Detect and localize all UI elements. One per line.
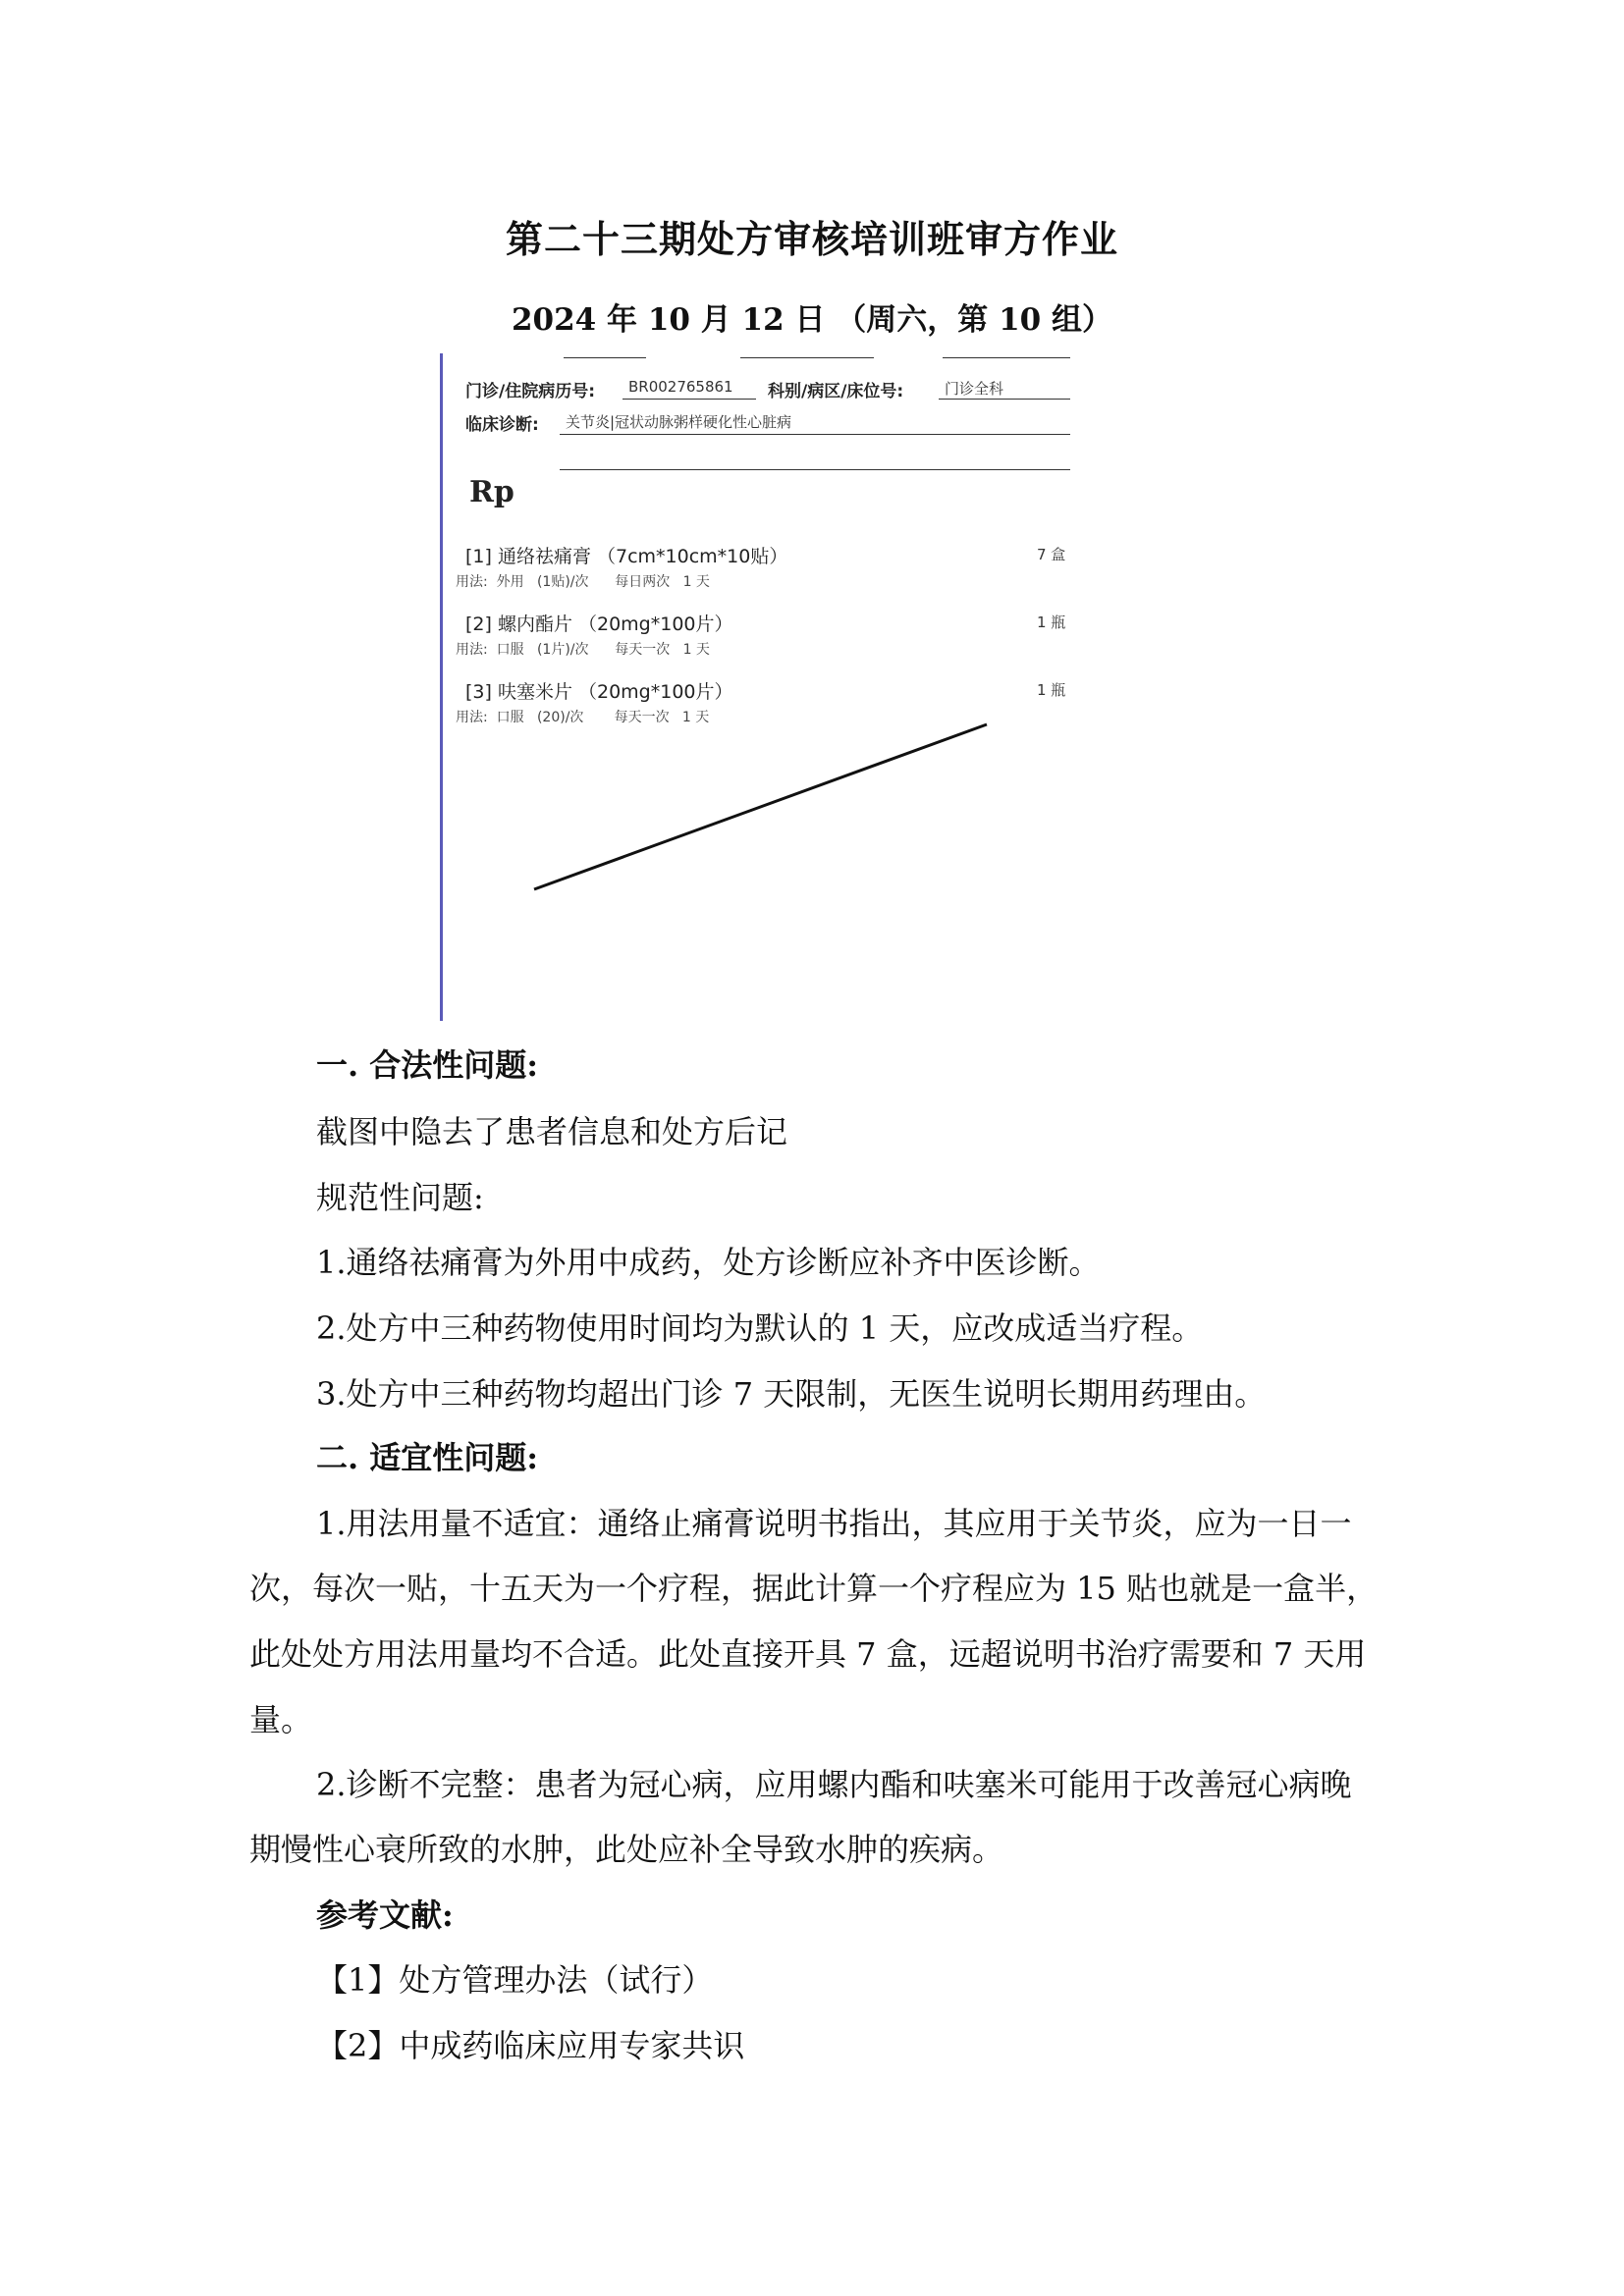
suitability-heading: 二. 适宜性问题: — [316, 1439, 539, 1476]
normative-item-2: 2.处方中三种药物使用时间均为默认的 1 天，应改成适当疗程。 — [316, 1309, 1204, 1347]
drug-item-2-name: [2] 螺内酯片 （20mg*100片） — [465, 614, 733, 635]
drug-item-3-usage: 用法: 口服 (20)/次 每天一次 1 天 — [456, 710, 710, 725]
suitability-item-1-line: 1.用法用量不适宜：通络止痛膏说明书指出，其应用于关节炎，应为一日一 — [316, 1505, 1352, 1542]
department-label: 科别/病区/床位号: — [768, 382, 904, 401]
prescription-image — [436, 353, 1084, 1021]
drug-item-3-name: [3] 呋塞米片 （20mg*100片） — [465, 681, 733, 703]
record-number-value: BR002765861 — [628, 378, 733, 396]
normative-item-3: 3.处方中三种药物均超出门诊 7 天限制，无医生说明长期用药理由。 — [316, 1375, 1267, 1413]
rp-symbol: Rp — [469, 475, 514, 509]
drug-item-1-name: [1] 通络祛痛膏 （7cm*10cm*10贴） — [465, 546, 788, 567]
drug-item-2-usage: 用法: 口服 (1片)/次 每天一次 1 天 — [456, 642, 710, 658]
suitability-item-2-line: 2.诊断不完整：患者为冠心病，应用螺内酯和呋塞米可能用于改善冠心病晚 — [316, 1766, 1352, 1803]
reference-item-2: 【2】中成药临床应用专家共识 — [316, 2027, 745, 2064]
document-date: 2024 年 10 月 12 日 （周六，第 10 组） — [511, 302, 1113, 338]
drug-item-1-usage: 用法: 外用 (1贴)/次 每日两次 1 天 — [456, 574, 710, 590]
legality-note: 截图中隐去了患者信息和处方后记 — [316, 1113, 788, 1150]
legality-heading: 一. 合法性问题: — [316, 1046, 539, 1084]
suitability-item-1-line: 量。 — [249, 1701, 313, 1738]
drug-item-2-qty: 1 瓶 — [1037, 614, 1066, 631]
suitability-item-1-line: 次，每次一贴，十五天为一个疗程，据此计算一个疗程应为 15 贴也就是一盒半， — [249, 1570, 1379, 1607]
record-number-label: 门诊/住院病历号: — [465, 382, 596, 401]
normative-item-1: 1.通络祛痛膏为外用中成药，处方诊断应补齐中医诊断。 — [316, 1244, 1101, 1281]
drug-item-3-qty: 1 瓶 — [1037, 681, 1066, 699]
cancellation-slash-line — [436, 353, 1084, 1021]
references-heading: 参考文献: — [316, 1896, 454, 1934]
reference-item-1: 【1】处方管理办法（试行） — [316, 1961, 714, 1999]
department-value: 门诊全科 — [945, 380, 1004, 398]
suitability-item-2-line: 期慢性心衰所致的水肿，此处应补全导致水肿的疾病。 — [249, 1831, 1004, 1868]
diagnosis-label: 临床诊断: — [465, 415, 539, 435]
drug-item-1-qty: 7 盒 — [1037, 546, 1066, 563]
document-title: 第二十三期处方审核培训班审方作业 — [505, 217, 1118, 261]
diagnosis-value: 关节炎|冠状动脉粥样硬化性心脏病 — [566, 413, 792, 431]
normative-heading: 规范性问题: — [316, 1179, 484, 1216]
suitability-item-1-line: 此处处方用法用量均不合适。此处直接开具 7 盒，远超说明书治疗需要和 7 天用 — [249, 1635, 1367, 1673]
